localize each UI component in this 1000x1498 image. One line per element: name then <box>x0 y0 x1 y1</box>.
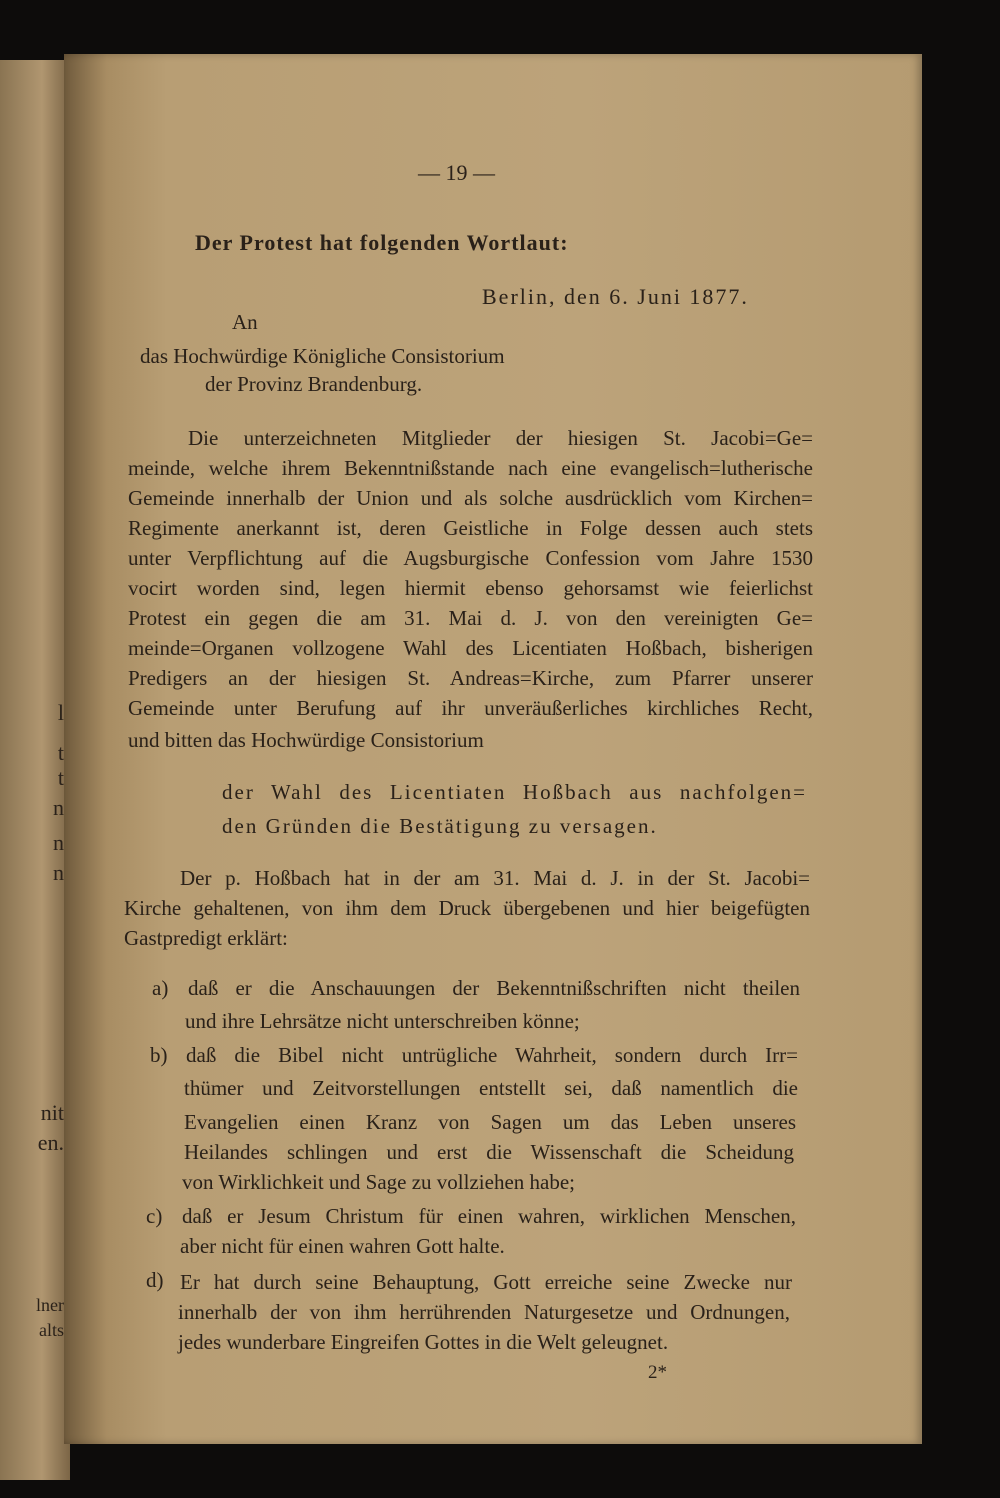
item-marker: a) <box>152 976 169 1000</box>
list-item-line: daß die Bibel nicht untrügliche Wahrheit, sondern durch Irr= <box>186 1043 798 1067</box>
text-line: vocirt worden sind, legen hiermit ebenso gehorsamst wie feierlichst <box>128 576 813 600</box>
list-item-line: daß er die Anschauungen der Bekenntnißschriften nicht theilen <box>188 976 800 1000</box>
text-line: der Wahl des Licentiaten Hoßbach aus nachfolgen= <box>222 780 807 804</box>
list-item-line: und ihre Lehrsätze nicht unterschreiben könne; <box>185 1009 580 1033</box>
list-item-line: Er hat durch seine Behauptung, Gott erreiche seine Zwecke nur <box>180 1270 792 1294</box>
left-fragment: alts <box>39 1320 64 1340</box>
text-line: und bitten das Hochwürdige Consistorium <box>128 728 484 752</box>
left-fragment: t <box>57 740 64 765</box>
item-marker: c) <box>146 1204 163 1228</box>
list-item-line: von Wirklichkeit und Sage zu vollziehen habe; <box>182 1170 575 1194</box>
heading: Der Protest hat folgenden Wortlaut: <box>195 230 569 255</box>
address-line: das Hochwürdige Königliche Consistorium <box>140 344 505 368</box>
left-fragment: n <box>53 830 64 855</box>
text-line: Regimente anerkannt ist, deren Geistliche in Folge dessen auch stets <box>128 516 813 540</box>
list-item-line: daß er Jesum Christum für einen wahren, wirklichen Menschen, <box>182 1204 796 1228</box>
item-marker: d) <box>146 1268 164 1292</box>
left-fragment: nit <box>40 1100 64 1125</box>
list-item-line: Evangelien einen Kranz von Sagen um das Leben unseres <box>184 1110 796 1134</box>
left-fragment: l <box>57 700 64 725</box>
text-line: meinde=Organen vollzogene Wahl des Licentiaten Hoßbach, bisherigen <box>128 636 813 660</box>
text-line: Protest ein gegen die am 31. Mai d. J. von den vereinigten Ge= <box>128 606 813 630</box>
text-line: Der p. Hoßbach hat in der am 31. Mai d. J. in der St. Jacobi= <box>180 866 810 890</box>
text-line: Gemeinde innerhalb der Union und als solche ausdrücklich vom Kirchen= <box>128 486 813 510</box>
text-line: unter Verpflichtung auf die Augsburgische Confession vom Jahre 1530 <box>128 546 813 570</box>
text-line: Kirche gehaltenen, von ihm dem Druck übergebenen und hier beigefügten <box>124 896 810 920</box>
dateline: Berlin, den 6. Juni 1877. <box>482 284 749 309</box>
address-line: der Provinz Brandenburg. <box>205 372 423 396</box>
text-line: meinde, welche ihrem Bekenntnißstande nach eine evangelisch=lutherische <box>128 456 813 480</box>
page-number: — 19 — <box>418 160 495 185</box>
text-line: Predigers an der hiesigen St. Andreas=Kirche, zum Pfarrer unserer <box>128 666 813 690</box>
text-line: Gastpredigt erklärt: <box>124 926 288 950</box>
left-fragment: t <box>57 765 64 790</box>
list-item-line: jedes wunderbare Eingreifen Gottes in die Welt geleugnet. <box>178 1330 669 1354</box>
left-fragment: lner <box>36 1295 64 1315</box>
left-fragment: n <box>53 860 64 885</box>
left-fragment: en. <box>37 1130 64 1155</box>
list-item-line: aber nicht für einen wahren Gott halte. <box>180 1234 505 1258</box>
signature-mark: 2* <box>648 1362 667 1383</box>
text-line: Die unterzeichneten Mitglieder der hiesigen St. Jacobi=Ge= <box>188 426 813 450</box>
left-page-edge <box>0 60 70 1480</box>
text-line: den Gründen die Bestätigung zu versagen. <box>222 814 658 838</box>
item-marker: b) <box>150 1043 168 1067</box>
address-line: An <box>232 310 258 334</box>
list-item-line: Heilandes schlingen und erst die Wissenschaft die Scheidung <box>184 1140 794 1164</box>
list-item-line: innerhalb der von ihm herrührenden Naturgesetze und Ordnungen, <box>178 1300 790 1324</box>
left-fragment: n <box>53 795 64 820</box>
list-item-line: thümer und Zeitvorstellungen entstellt sei, daß namentlich die <box>184 1076 798 1100</box>
text-line: Gemeinde unter Berufung auf ihr unveräußerliches kirchliches Recht, <box>128 696 813 720</box>
